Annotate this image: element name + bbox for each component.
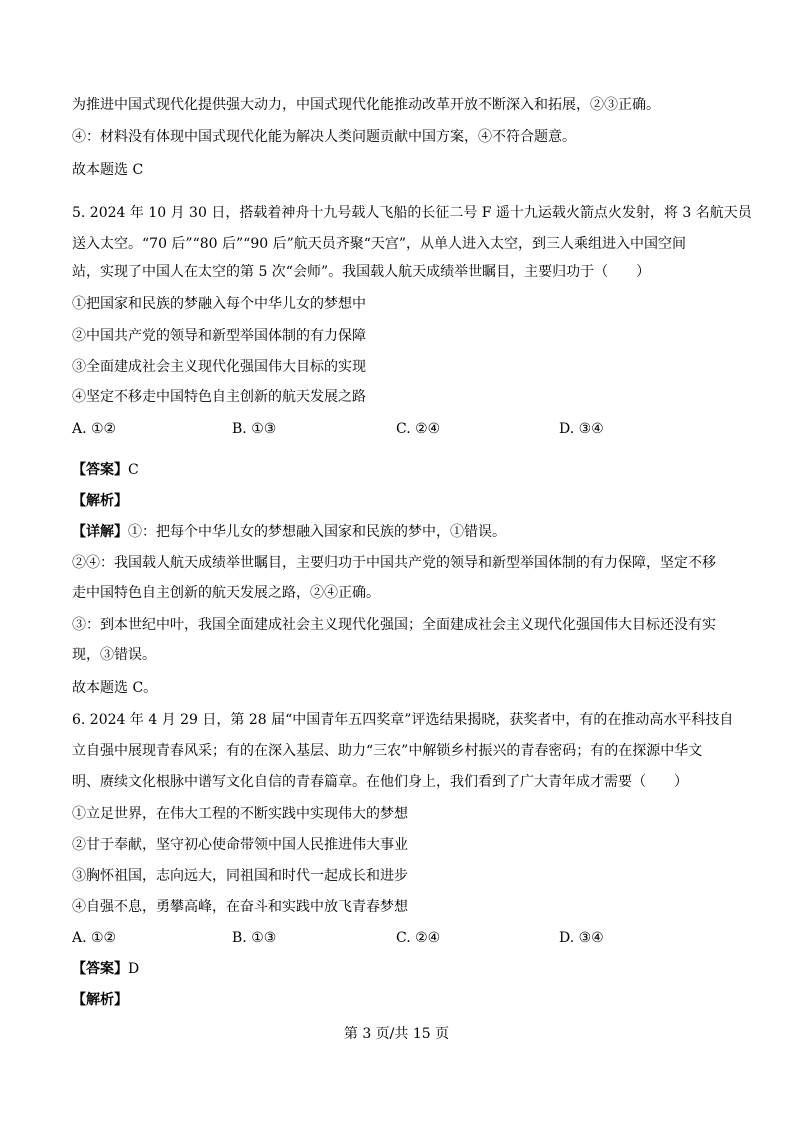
option-c: C. ②④ [396, 421, 441, 437]
detail-line: 走中国特色自主创新的航天发展之路，②④正确。 [72, 585, 380, 601]
question-6-stem: 明、赓续文化根脉中谱写文化自信的青春篇章。在他们身上，我们看到了广大青年成才需要（ ） [72, 774, 688, 790]
answer-tag: 【答案】 [72, 961, 128, 977]
option-b: B. ①③ [232, 421, 277, 437]
option-a: A. ①② [72, 421, 117, 437]
answer-tag: 【答案】 [72, 462, 128, 478]
answer-value: D [128, 961, 140, 977]
question-5-answer [72, 460, 722, 480]
question-6-options [72, 928, 722, 948]
question-6-answer [72, 959, 722, 979]
analysis-tag: 【解析】 [72, 992, 128, 1008]
detail-line: 现，③错误。 [72, 647, 156, 663]
detail-tag: 【详解】 [72, 524, 128, 540]
question-5-options [72, 419, 722, 439]
question-5-stem: 5. 2024 年 10 月 30 日，搭载着神舟十九号载人飞船的长征二号 F 遥十九运载火箭点火发射，将 3 名航天员 [72, 205, 752, 221]
text-line: ④：材料没有体现中国式现代化能为解决人类问题贡献中国方案，④不符合题意。 [72, 129, 576, 145]
option-b: B. ①③ [232, 930, 277, 946]
question-6-statement: ①立足世界，在伟大工程的不断实践中实现伟大的梦想 [72, 806, 408, 822]
question-5-stem: 送入太空。“70 后”“80 后”“90 后”航天员齐聚“天宫”，从单人进入太空，到三人乘组进入中国空间 [72, 236, 687, 252]
option-d: D. ③④ [559, 421, 604, 437]
page-footer: 第 3 页/共 15 页 [343, 1026, 450, 1042]
question-6-stem: 6. 2024 年 4 月 29 日，第 28 届“中国青年五四奖章”评选结果揭晓，获奖者中，有的在推动高水平科技自 [72, 712, 734, 728]
detail-text: ①：把每个中华儿女的梦想融入国家和民族的梦中，①错误。 [128, 524, 506, 540]
question-6-statement: ②甘于奉献，坚守初心使命带领中国人民推进伟大事业 [72, 837, 408, 853]
question-5-statement: ①把国家和民族的梦融入每个中华儿女的梦想中 [72, 296, 366, 312]
question-5-stem: 站，实现了中国人在太空的第 5 次“会师”。我国载人航天成绩举世瞩目，主要归功于（ ） [72, 264, 651, 280]
question-5-statement: ④坚定不移走中国特色自主创新的航天发展之路 [72, 389, 366, 405]
question-6-statement: ③胸怀祖国，志向远大，同祖国和时代一起成长和进步 [72, 868, 408, 884]
option-a: A. ①② [72, 930, 117, 946]
answer-value: C [128, 462, 139, 478]
question-5-statement: ②中国共产党的领导和新型举国体制的有力保障 [72, 328, 366, 344]
text-line: 故本题选 C [72, 162, 144, 178]
option-c: C. ②④ [396, 930, 441, 946]
question-6-statement: ④自强不息，勇攀高峰，在奋斗和实践中放飞青春梦想 [72, 899, 408, 915]
detail-line: ②④：我国载人航天成绩举世瞩目，主要归功于中国共产党的领导和新型举国体制的有力保障，坚定不移 [72, 555, 716, 571]
question-5-statement: ③全面建成社会主义现代化强国伟大目标的实现 [72, 359, 366, 375]
detail-line: 故本题选 C。 [72, 680, 158, 696]
detail-line [72, 522, 722, 542]
question-6-stem: 立自强中展现青春风采；有的在深入基层、助力“三农”中解锁乡村振兴的青春密码；有的在探源中华文 [72, 743, 703, 759]
detail-line: ③：到本世纪中叶，我国全面建成社会主义现代化强国；全面建成社会主义现代化强国伟大目标还没有实 [72, 617, 716, 633]
option-d: D. ③④ [559, 930, 604, 946]
analysis-tag: 【解析】 [72, 493, 128, 509]
text-line: 为推进中国式现代化提供强大动力，中国式现代化能推动改革开放不断深入和拓展，②③正确。 [72, 97, 660, 113]
